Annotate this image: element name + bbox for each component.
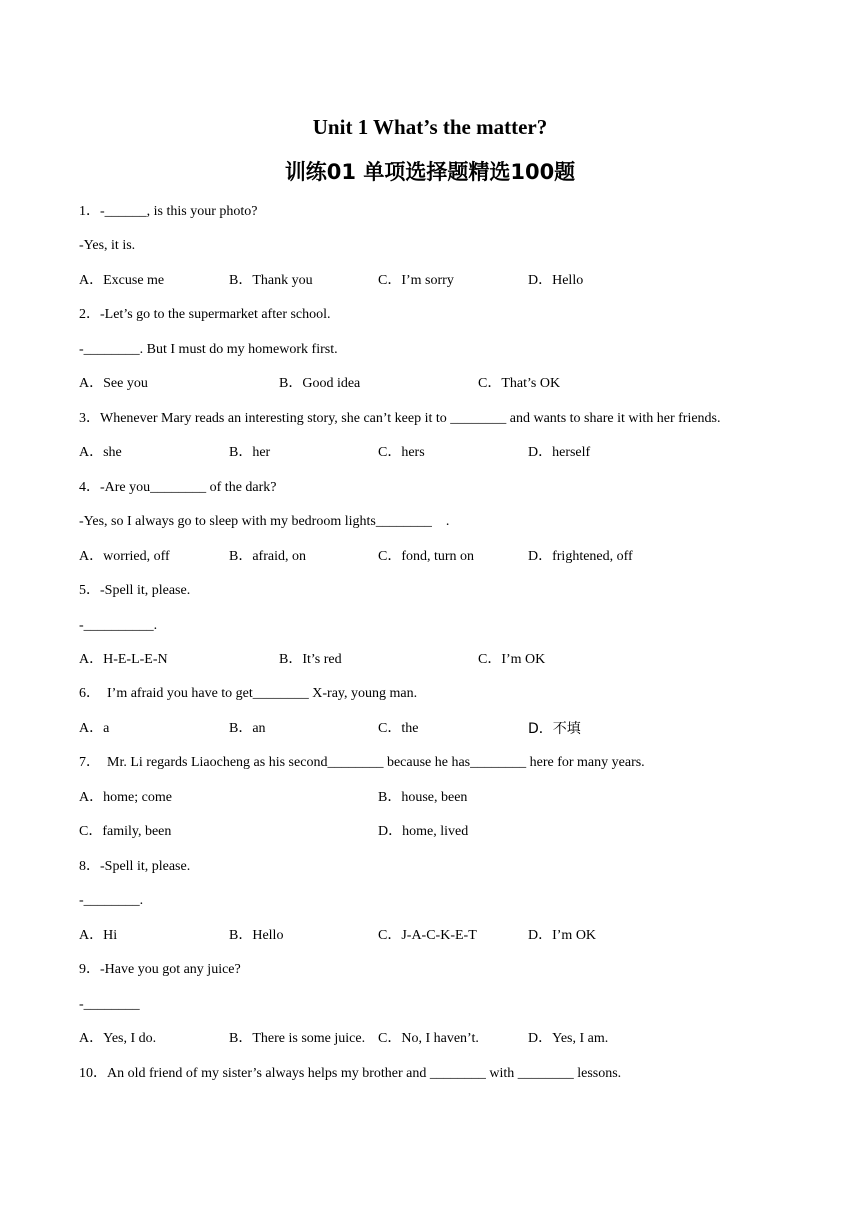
question-4-stem: 4．-Are you________ of the dark? — [79, 480, 277, 495]
option-b[interactable]: B．Good idea — [279, 376, 361, 391]
option-d[interactable]: D．不填 — [528, 721, 581, 737]
question-2-options — [79, 375, 799, 393]
option-c[interactable]: C．hers — [378, 445, 425, 460]
question-3-options — [79, 444, 799, 462]
question-8-reply: -________. — [79, 893, 144, 908]
question-5-reply: -__________. — [79, 618, 158, 633]
question-6-options — [79, 720, 799, 738]
question-7-options-row2 — [79, 823, 799, 841]
option-a[interactable]: A．H-E-L-E-N — [79, 652, 168, 667]
question-2-reply: -________. But I must do my homework first. — [79, 342, 338, 357]
option-c[interactable]: C．I’m OK — [478, 652, 546, 667]
question-7-options-row1 — [79, 789, 799, 807]
question-1-options — [79, 272, 799, 290]
option-d[interactable]: D．Yes, I am. — [528, 1031, 609, 1046]
option-c[interactable]: C．the — [378, 721, 419, 736]
question-5-options — [79, 651, 799, 669]
question-9-options — [79, 1030, 799, 1048]
option-d[interactable]: D．frightened, off — [528, 549, 633, 564]
question-9-reply: -________ — [79, 997, 140, 1012]
option-a[interactable]: A．home; come — [79, 790, 172, 805]
option-d[interactable]: D．Hello — [528, 273, 584, 288]
option-a[interactable]: A．See you — [79, 376, 148, 391]
option-b[interactable]: B．afraid, on — [229, 549, 306, 564]
question-7-stem: 7． Mr. Li regards Liaocheng as his second________ because he has________ here for many years. — [79, 755, 645, 770]
option-d[interactable]: D．herself — [528, 445, 591, 460]
option-b[interactable]: B．her — [229, 445, 271, 460]
question-4-options — [79, 548, 799, 566]
question-5-stem: 5．-Spell it, please. — [79, 583, 191, 598]
question-1-reply: -Yes, it is. — [79, 238, 136, 253]
option-c[interactable]: C．No, I haven’t. — [378, 1031, 479, 1046]
option-c[interactable]: C．family, been — [79, 824, 172, 839]
question-2-stem: 2．-Let’s go to the supermarket after school. — [79, 307, 331, 322]
option-c[interactable]: C．fond, turn on — [378, 549, 475, 564]
option-a[interactable]: A．Yes, I do. — [79, 1031, 157, 1046]
option-a[interactable]: A．Excuse me — [79, 273, 165, 288]
option-c[interactable]: C．That’s OK — [478, 376, 561, 391]
option-d[interactable]: D．I’m OK — [528, 928, 597, 943]
option-b[interactable]: B．house, been — [378, 790, 468, 805]
option-a[interactable]: A．a — [79, 721, 110, 736]
option-b[interactable]: B．Hello — [229, 928, 284, 943]
option-d[interactable]: D．home, lived — [378, 824, 469, 839]
option-a[interactable]: A．worried, off — [79, 549, 170, 564]
page-subtitle: 训练01 单项选择题精选100题 — [284, 160, 576, 184]
question-4-reply: -Yes, so I always go to sleep with my bedroom lights________ . — [79, 514, 450, 529]
question-9-stem: 9．-Have you got any juice? — [79, 962, 241, 977]
option-c[interactable]: C．I’m sorry — [378, 273, 454, 288]
question-3-stem: 3．Whenever Mary reads an interesting story, she can’t keep it to ________ and wants to share it with her friends. — [79, 411, 721, 426]
option-b[interactable]: B．Thank you — [229, 273, 313, 288]
option-a[interactable]: A．she — [79, 445, 122, 460]
question-10-stem: 10．An old friend of my sister’s always helps my brother and ________ with ________ lessons. — [79, 1066, 622, 1081]
option-a[interactable]: A．Hi — [79, 928, 118, 943]
option-b[interactable]: B．There is some juice. — [229, 1031, 366, 1046]
question-1-stem: 1．-______, is this your photo? — [79, 204, 258, 219]
question-6-stem: 6． I’m afraid you have to get________ X-ray, young man. — [79, 686, 418, 701]
page-title: Unit 1 What’s the matter? — [312, 115, 548, 139]
question-8-stem: 8．-Spell it, please. — [79, 859, 191, 874]
option-c[interactable]: C．J-A-C-K-E-T — [378, 928, 477, 943]
option-b[interactable]: B．an — [229, 721, 266, 736]
question-8-options — [79, 927, 799, 945]
option-b[interactable]: B．It’s red — [279, 652, 342, 667]
